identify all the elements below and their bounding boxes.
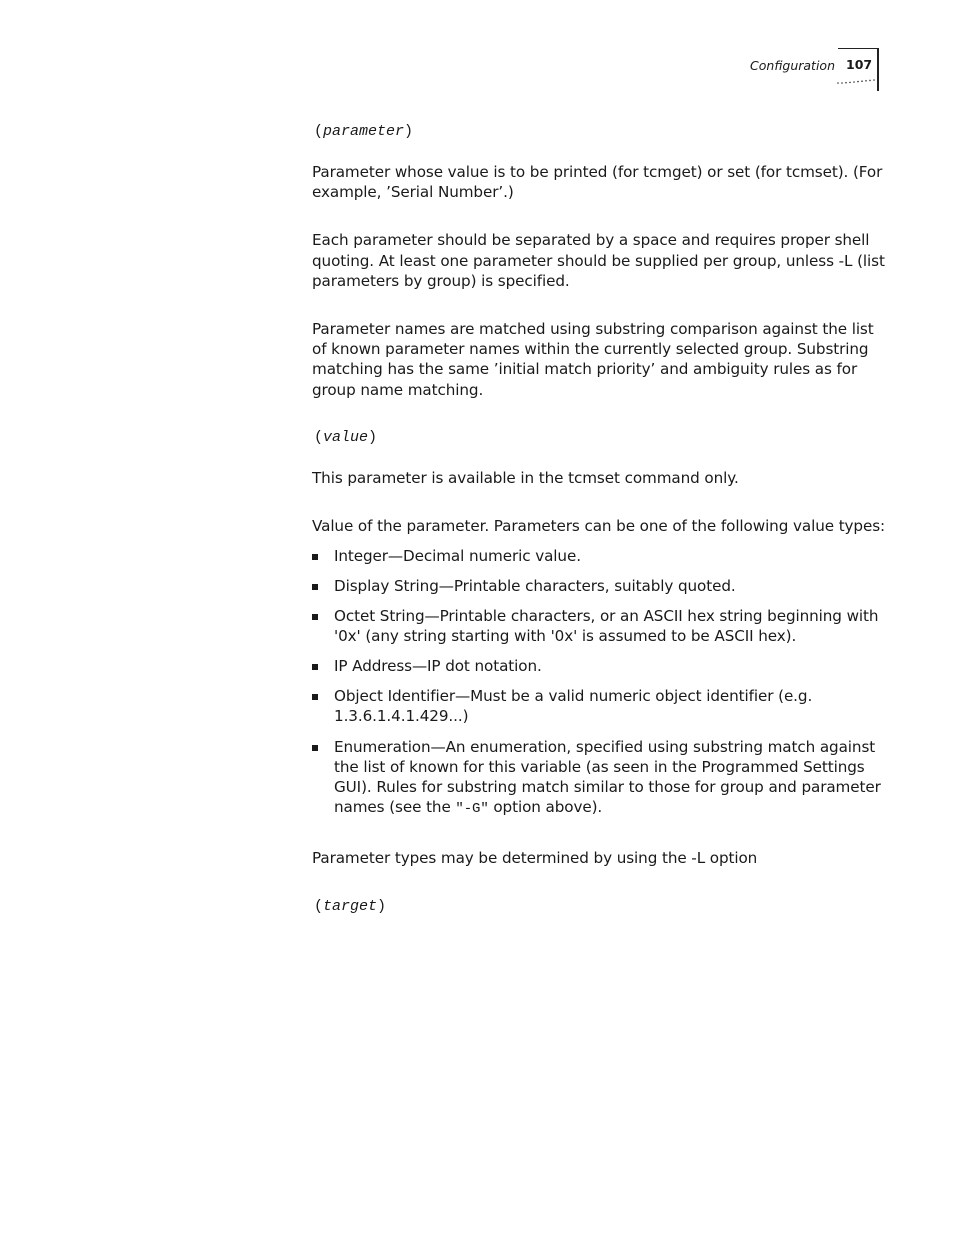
parameter-description-2: Each parameter should be separated by a space and requires proper shell quoting. At least one parameter should be supplied per group, unless -L (list parameters by group) is specified. — [312, 231, 885, 290]
bullet-icon — [312, 664, 318, 670]
value-description-2: Value of the parameter. Parameters can be one of the following value types: — [312, 517, 886, 536]
bullet-icon — [312, 694, 318, 700]
value-description-3: Parameter types may be determined by using the -L option — [312, 849, 758, 868]
header-rule-vertical — [877, 48, 879, 91]
parameter-term: (parameter) — [314, 123, 414, 140]
target-term-name: target — [323, 897, 378, 915]
target-term: (target) — [314, 897, 387, 915]
main-content — [312, 122, 886, 917]
page-number: 107 — [846, 57, 873, 72]
list-item: Integer—Decimal numeric value. — [312, 546, 886, 566]
inline-code: "-G" — [455, 801, 489, 818]
value-description-1: This parameter is available in the tcmset command only. — [312, 468, 739, 487]
running-header — [700, 48, 880, 92]
list-item: Enumeration—An enumeration, specified using substring match against the list of known for this variable (as seen in the Programmed Settings GUI). Rules for substring match similar to those for group and parameter names (see the "-G" option above). — [312, 737, 886, 820]
section-title: Configuration — [750, 58, 835, 73]
list-item: Octet String—Printable characters, or an ASCII hex string beginning with '0x' (any string starting with '0x' is assumed to be ASCII hex). — [312, 606, 886, 646]
bullet-icon — [312, 554, 318, 560]
bullet-icon — [312, 584, 318, 590]
bullet-icon — [312, 614, 318, 620]
header-dotted-rule — [837, 79, 877, 85]
list-item: IP Address—IP dot notation. — [312, 656, 886, 676]
bullet-icon — [312, 745, 318, 751]
list-item: Display String—Printable characters, suitably quoted. — [312, 576, 886, 596]
header-rule-top — [838, 48, 878, 49]
list-item: Object Identifier—Must be a valid numeric object identifier (e.g. 1.3.6.1.4.1.429...) — [312, 686, 886, 726]
parameter-description-3: Parameter names are matched using substring comparison against the list of known parameter names within the currently selected group. Substring matching has the same ’initial match priority’ and ambiguity rules as for group name matching. — [312, 320, 874, 399]
value-types-list — [312, 546, 886, 819]
value-term: (value) — [314, 428, 378, 446]
parameter-description-1: Parameter whose value is to be printed (for tcmget) or set (for tcmset). (For example, ’Serial Number’.) — [312, 163, 883, 202]
value-term-name: value — [323, 428, 369, 446]
parameter-term-name: parameter — [323, 123, 405, 140]
